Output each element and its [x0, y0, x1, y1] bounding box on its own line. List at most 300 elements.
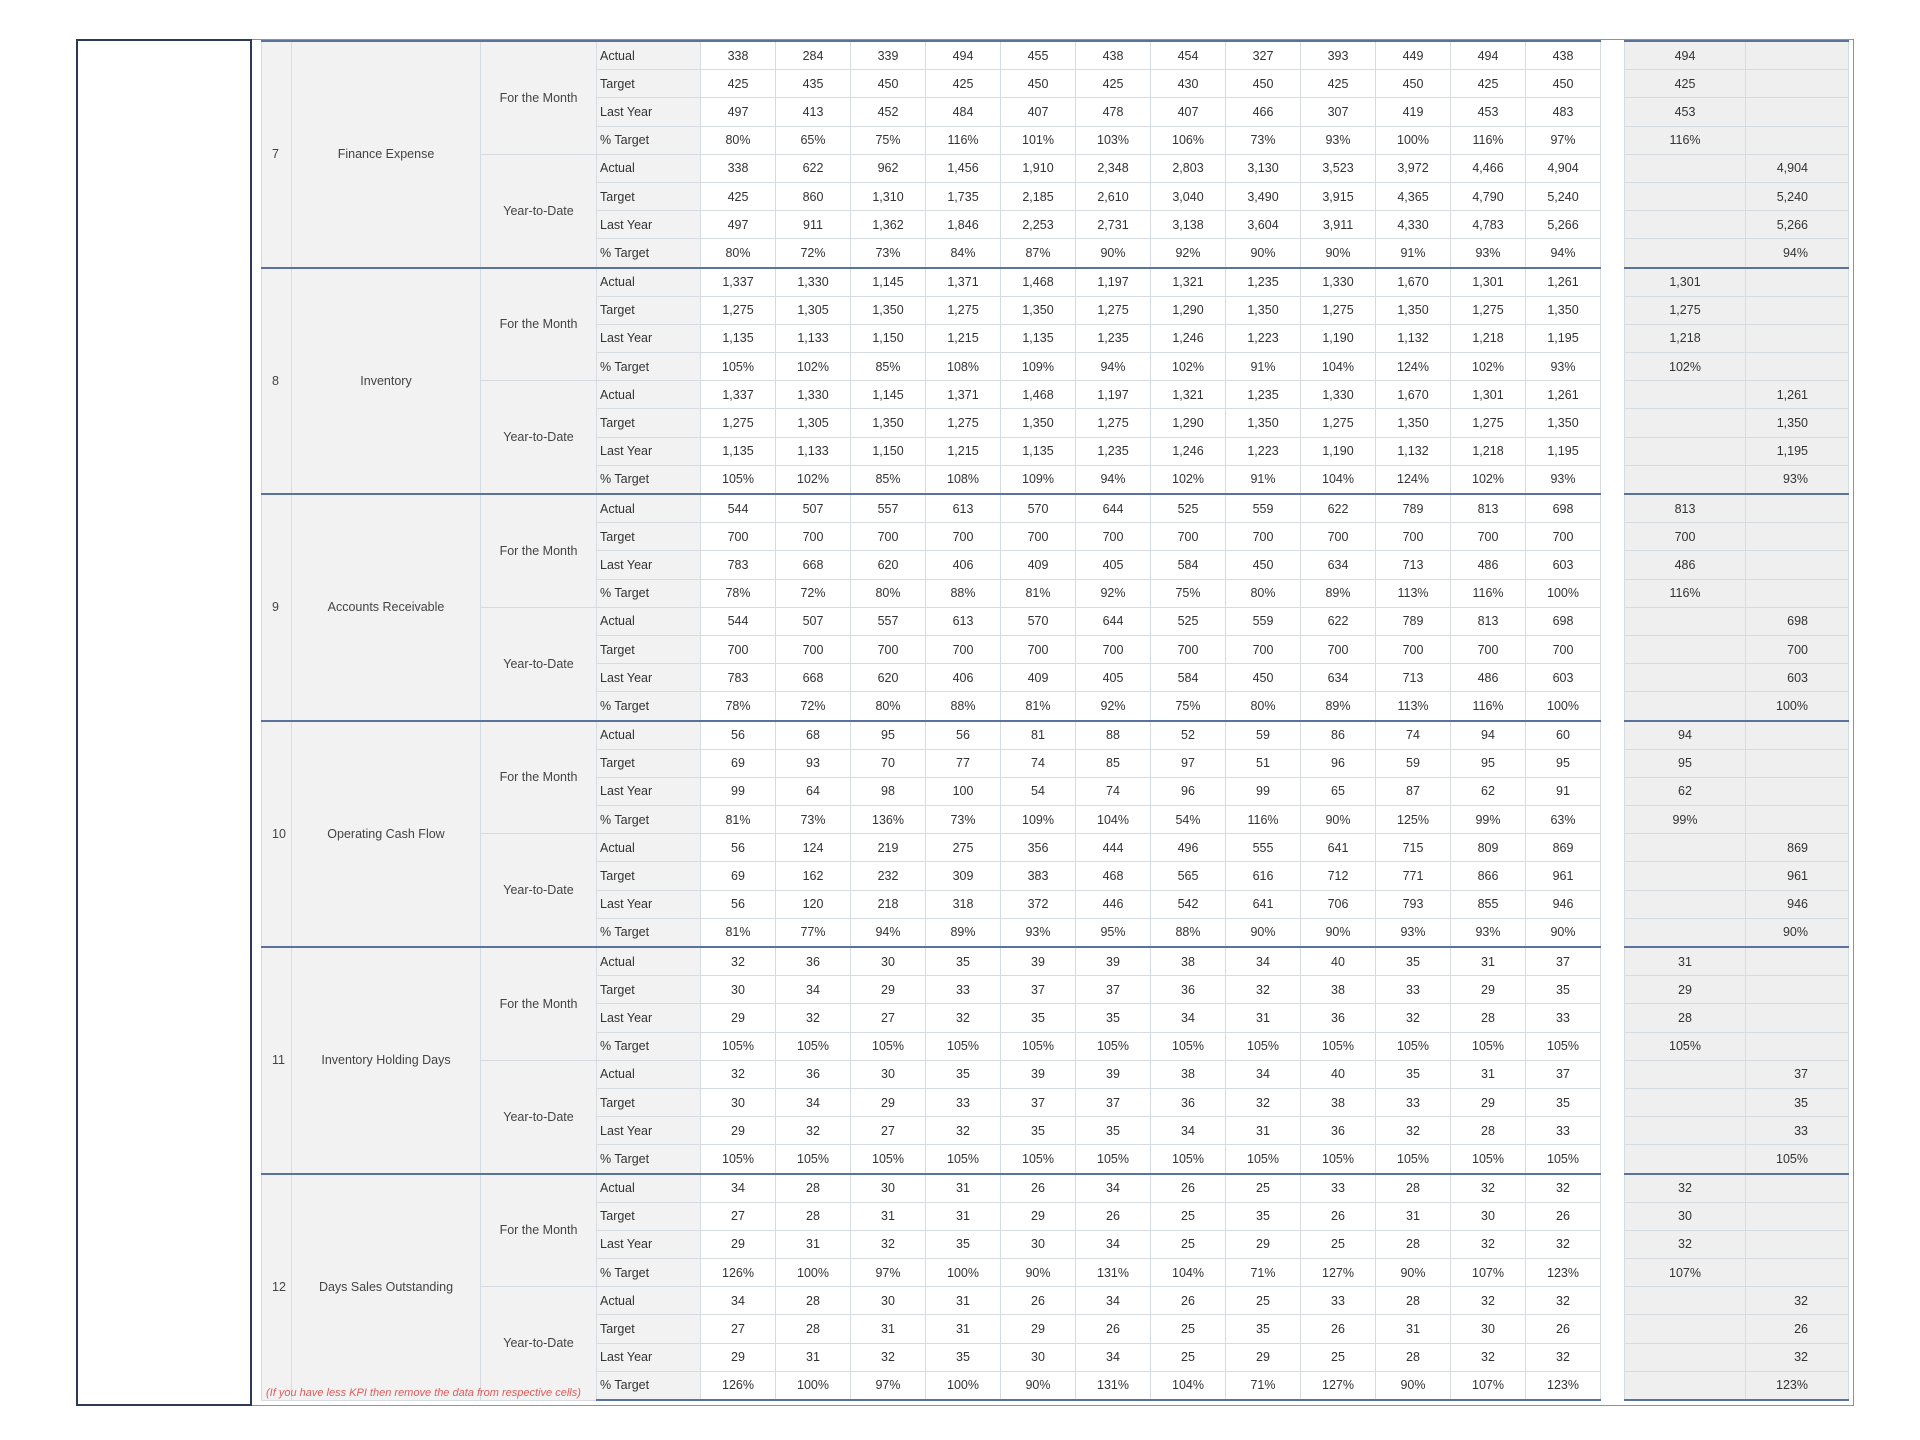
ytd-total-cell — [1746, 1174, 1849, 1203]
month-value-cell: 3,972 — [1376, 154, 1451, 182]
column-gap — [1601, 579, 1625, 607]
month-value-cell: 35 — [1526, 976, 1601, 1004]
month-value-cell: 32 — [1376, 1117, 1451, 1145]
month-value-cell: 37 — [1001, 976, 1076, 1004]
month-value-cell: 700 — [1151, 523, 1226, 551]
month-value-cell: 80% — [851, 579, 926, 607]
kpi-number: 7 — [262, 41, 292, 268]
month-value-cell: 34 — [1076, 1287, 1151, 1315]
month-value-cell: 2,803 — [1151, 154, 1226, 182]
month-value-cell: 26 — [1301, 1202, 1376, 1230]
month-value-cell: 54% — [1151, 806, 1226, 834]
month-value-cell: 783 — [701, 664, 776, 692]
month-value-cell: 307 — [1301, 98, 1376, 126]
month-value-cell: 700 — [926, 523, 1001, 551]
month-value-cell: 30 — [851, 1060, 926, 1088]
current-month-cell: 107% — [1625, 1259, 1746, 1287]
period-label: Year-to-Date — [481, 1287, 597, 1400]
month-value-cell: 80% — [701, 239, 776, 268]
month-value-cell: 85 — [1076, 749, 1151, 777]
ytd-total-cell: 105% — [1746, 1145, 1849, 1174]
month-value-cell: 33 — [1301, 1174, 1376, 1203]
month-value-cell: 700 — [701, 523, 776, 551]
month-value-cell: 5,266 — [1526, 211, 1601, 239]
month-value-cell: 90% — [1001, 1259, 1076, 1287]
month-value-cell: 409 — [1001, 551, 1076, 579]
month-value-cell: 1,301 — [1451, 381, 1526, 409]
month-value-cell: 1,133 — [776, 437, 851, 465]
month-value-cell: 1,350 — [1376, 409, 1451, 437]
month-value-cell: 30 — [1001, 1343, 1076, 1371]
month-value-cell: 1,275 — [926, 296, 1001, 324]
month-value-cell: 700 — [1001, 635, 1076, 663]
column-gap — [1601, 862, 1625, 890]
month-value-cell: 34 — [701, 1174, 776, 1203]
current-month-cell — [1625, 890, 1746, 918]
month-value-cell: 105% — [1001, 1032, 1076, 1060]
month-value-cell: 105% — [926, 1032, 1001, 1060]
month-value-cell: 35 — [1001, 1004, 1076, 1032]
month-value-cell: 26 — [1001, 1287, 1076, 1315]
current-month-cell — [1625, 1343, 1746, 1371]
month-value-cell: 31 — [1451, 947, 1526, 976]
month-value-cell: 26 — [1151, 1287, 1226, 1315]
month-value-cell: 1,321 — [1151, 268, 1226, 297]
month-value-cell: 616 — [1226, 862, 1301, 890]
month-value-cell: 94% — [1076, 353, 1151, 381]
month-value-cell: 104% — [1151, 1259, 1226, 1287]
month-value-cell: 860 — [776, 182, 851, 210]
month-value-cell: 1,223 — [1226, 437, 1301, 465]
month-value-cell: 100% — [926, 1371, 1001, 1400]
month-value-cell: 430 — [1151, 70, 1226, 98]
month-value-cell: 92% — [1076, 579, 1151, 607]
month-value-cell: 105% — [1451, 1032, 1526, 1060]
month-value-cell: 1,235 — [1076, 437, 1151, 465]
ytd-total-cell: 946 — [1746, 890, 1849, 918]
month-value-cell: 438 — [1526, 41, 1601, 70]
ytd-total-cell — [1746, 126, 1849, 154]
month-value-cell: 356 — [1001, 834, 1076, 862]
column-gap — [1601, 182, 1625, 210]
month-value-cell: 1,670 — [1376, 268, 1451, 297]
month-value-cell: 1,275 — [926, 409, 1001, 437]
month-value-cell: 97 — [1151, 749, 1226, 777]
month-value-cell: 65% — [776, 126, 851, 154]
month-value-cell: 406 — [926, 551, 1001, 579]
month-value-cell: 73% — [1226, 126, 1301, 154]
month-value-cell: 700 — [1301, 635, 1376, 663]
month-value-cell: 93% — [1301, 126, 1376, 154]
month-value-cell: 102% — [1151, 353, 1226, 381]
current-month-cell: 494 — [1625, 41, 1746, 70]
month-value-cell: 105% — [1526, 1032, 1601, 1060]
ytd-total-cell — [1746, 777, 1849, 805]
month-value-cell: 25 — [1226, 1287, 1301, 1315]
month-value-cell: 622 — [776, 154, 851, 182]
metric-label: Actual — [597, 494, 701, 523]
month-value-cell: 105% — [851, 1145, 926, 1174]
month-value-cell: 75% — [1151, 692, 1226, 721]
ytd-total-cell — [1746, 1202, 1849, 1230]
month-value-cell: 700 — [1376, 635, 1451, 663]
month-value-cell: 27 — [851, 1004, 926, 1032]
month-value-cell: 34 — [701, 1287, 776, 1315]
month-value-cell: 100% — [776, 1259, 851, 1287]
month-value-cell: 570 — [1001, 494, 1076, 523]
metric-label: % Target — [597, 918, 701, 947]
month-value-cell: 507 — [776, 494, 851, 523]
month-value-cell: 105% — [776, 1145, 851, 1174]
month-value-cell: 102% — [1451, 353, 1526, 381]
month-value-cell: 96 — [1301, 749, 1376, 777]
month-value-cell: 1,197 — [1076, 268, 1151, 297]
month-value-cell: 30 — [851, 1287, 926, 1315]
month-value-cell: 425 — [1451, 70, 1526, 98]
month-value-cell: 93% — [1376, 918, 1451, 947]
month-value-cell: 91% — [1226, 353, 1301, 381]
month-value-cell: 31 — [926, 1315, 1001, 1343]
month-value-cell: 1,290 — [1151, 296, 1226, 324]
month-value-cell: 1,132 — [1376, 324, 1451, 352]
month-value-cell: 219 — [851, 834, 926, 862]
month-value-cell: 126% — [701, 1259, 776, 1287]
month-value-cell: 105% — [1301, 1145, 1376, 1174]
column-gap — [1601, 1202, 1625, 1230]
current-month-cell: 813 — [1625, 494, 1746, 523]
column-gap — [1601, 381, 1625, 409]
month-value-cell: 60 — [1526, 721, 1601, 750]
month-value-cell: 634 — [1301, 551, 1376, 579]
kpi-number: 10 — [262, 721, 292, 948]
month-value-cell: 120 — [776, 890, 851, 918]
month-value-cell: 25 — [1301, 1230, 1376, 1258]
ytd-total-cell — [1746, 579, 1849, 607]
month-value-cell: 1,321 — [1151, 381, 1226, 409]
month-value-cell: 30 — [1451, 1202, 1526, 1230]
month-value-cell: 26 — [1076, 1202, 1151, 1230]
metric-label: Last Year — [597, 1004, 701, 1032]
month-value-cell: 1,195 — [1526, 324, 1601, 352]
month-value-cell: 74 — [1076, 777, 1151, 805]
month-value-cell: 700 — [1526, 523, 1601, 551]
metric-label: % Target — [597, 465, 701, 494]
month-value-cell: 74 — [1376, 721, 1451, 750]
month-value-cell: 1,350 — [851, 296, 926, 324]
month-value-cell: 95% — [1076, 918, 1151, 947]
month-value-cell: 84% — [926, 239, 1001, 268]
month-value-cell: 339 — [851, 41, 926, 70]
column-gap — [1601, 70, 1625, 98]
month-value-cell: 71% — [1226, 1371, 1301, 1400]
month-value-cell: 35 — [926, 1343, 1001, 1371]
ytd-total-cell: 4,904 — [1746, 154, 1849, 182]
month-value-cell: 25 — [1151, 1202, 1226, 1230]
ytd-total-cell — [1746, 806, 1849, 834]
ytd-total-cell: 869 — [1746, 834, 1849, 862]
month-value-cell: 232 — [851, 862, 926, 890]
column-gap — [1601, 296, 1625, 324]
month-value-cell: 698 — [1526, 494, 1601, 523]
kpi-name: Finance Expense — [292, 41, 481, 268]
month-value-cell: 26 — [1151, 1174, 1226, 1203]
month-value-cell: 507 — [776, 607, 851, 635]
ytd-total-cell: 123% — [1746, 1371, 1849, 1400]
column-gap — [1601, 437, 1625, 465]
month-value-cell: 450 — [1526, 70, 1601, 98]
column-gap — [1601, 976, 1625, 1004]
month-value-cell: 123% — [1526, 1259, 1601, 1287]
month-value-cell: 35 — [1226, 1202, 1301, 1230]
month-value-cell: 31 — [1376, 1202, 1451, 1230]
month-value-cell: 34 — [1076, 1174, 1151, 1203]
month-value-cell: 32 — [1451, 1174, 1526, 1203]
current-month-cell: 1,218 — [1625, 324, 1746, 352]
kpi-row — [262, 1174, 1849, 1203]
month-value-cell: 93% — [1451, 918, 1526, 947]
month-value-cell: 29 — [851, 976, 926, 1004]
month-value-cell: 2,731 — [1076, 211, 1151, 239]
month-value-cell: 446 — [1076, 890, 1151, 918]
month-value-cell: 72% — [776, 579, 851, 607]
month-value-cell: 65 — [1301, 777, 1376, 805]
month-value-cell: 450 — [1226, 70, 1301, 98]
month-value-cell: 1,218 — [1451, 324, 1526, 352]
month-value-cell: 30 — [1001, 1230, 1076, 1258]
month-value-cell: 1,350 — [1376, 296, 1451, 324]
month-value-cell: 36 — [1301, 1117, 1376, 1145]
month-value-cell: 113% — [1376, 579, 1451, 607]
month-value-cell: 318 — [926, 890, 1001, 918]
month-value-cell: 94% — [1526, 239, 1601, 268]
month-value-cell: 105% — [701, 1145, 776, 1174]
month-value-cell: 557 — [851, 607, 926, 635]
ytd-total-cell: 90% — [1746, 918, 1849, 947]
kpi-row — [262, 834, 1849, 862]
month-value-cell: 91 — [1526, 777, 1601, 805]
metric-label: Target — [597, 635, 701, 663]
metric-label: Actual — [597, 268, 701, 297]
month-value-cell: 407 — [1151, 98, 1226, 126]
month-value-cell: 855 — [1451, 890, 1526, 918]
month-value-cell: 39 — [1001, 947, 1076, 976]
month-value-cell: 33 — [926, 976, 1001, 1004]
month-value-cell: 644 — [1076, 494, 1151, 523]
month-value-cell: 700 — [1526, 635, 1601, 663]
month-value-cell: 1,275 — [1301, 409, 1376, 437]
month-value-cell: 27 — [701, 1202, 776, 1230]
current-month-cell — [1625, 437, 1746, 465]
month-value-cell: 25 — [1151, 1343, 1226, 1371]
month-value-cell: 497 — [701, 211, 776, 239]
month-value-cell: 52 — [1151, 721, 1226, 750]
month-value-cell: 1,350 — [1226, 296, 1301, 324]
month-value-cell: 32 — [1526, 1174, 1601, 1203]
month-value-cell: 116% — [1451, 692, 1526, 721]
month-value-cell: 2,348 — [1076, 154, 1151, 182]
current-month-cell — [1625, 1060, 1746, 1088]
month-value-cell: 1,735 — [926, 182, 1001, 210]
month-value-cell: 26 — [1076, 1315, 1151, 1343]
month-value-cell: 38 — [1301, 976, 1376, 1004]
month-value-cell: 124% — [1376, 465, 1451, 494]
month-value-cell: 105% — [1451, 1145, 1526, 1174]
month-value-cell: 105% — [701, 353, 776, 381]
month-value-cell: 38 — [1151, 947, 1226, 976]
month-value-cell: 542 — [1151, 890, 1226, 918]
month-value-cell: 4,330 — [1376, 211, 1451, 239]
month-value-cell: 32 — [1526, 1343, 1601, 1371]
month-value-cell: 468 — [1076, 862, 1151, 890]
month-value-cell: 94 — [1451, 721, 1526, 750]
month-value-cell: 85% — [851, 465, 926, 494]
month-value-cell: 450 — [1376, 70, 1451, 98]
month-value-cell: 372 — [1001, 890, 1076, 918]
month-value-cell: 28 — [776, 1202, 851, 1230]
ytd-total-cell — [1746, 1004, 1849, 1032]
month-value-cell: 69 — [701, 749, 776, 777]
month-value-cell: 33 — [926, 1088, 1001, 1116]
month-value-cell: 29 — [701, 1117, 776, 1145]
month-value-cell: 32 — [776, 1004, 851, 1032]
month-value-cell: 425 — [926, 70, 1001, 98]
month-value-cell: 35 — [1076, 1004, 1151, 1032]
column-gap — [1601, 211, 1625, 239]
month-value-cell: 89% — [1301, 692, 1376, 721]
month-value-cell: 32 — [851, 1343, 926, 1371]
month-value-cell: 113% — [1376, 692, 1451, 721]
period-label: Year-to-Date — [481, 607, 597, 720]
month-value-cell: 90% — [1076, 239, 1151, 268]
month-value-cell: 700 — [1076, 635, 1151, 663]
month-value-cell: 444 — [1076, 834, 1151, 862]
month-value-cell: 1,133 — [776, 324, 851, 352]
month-value-cell: 713 — [1376, 664, 1451, 692]
month-value-cell: 93% — [1451, 239, 1526, 268]
month-value-cell: 641 — [1226, 890, 1301, 918]
metric-label: Target — [597, 1088, 701, 1116]
month-value-cell: 95 — [851, 721, 926, 750]
month-value-cell: 419 — [1376, 98, 1451, 126]
current-month-cell: 1,275 — [1625, 296, 1746, 324]
month-value-cell: 34 — [776, 976, 851, 1004]
column-gap — [1601, 890, 1625, 918]
month-value-cell: 109% — [1001, 465, 1076, 494]
month-value-cell: 484 — [926, 98, 1001, 126]
ytd-total-cell: 37 — [1746, 1060, 1849, 1088]
column-gap — [1601, 523, 1625, 551]
ytd-total-cell: 100% — [1746, 692, 1849, 721]
month-value-cell: 30 — [701, 976, 776, 1004]
kpi-name: Days Sales Outstanding — [292, 1174, 481, 1401]
month-value-cell: 789 — [1376, 494, 1451, 523]
month-value-cell: 33 — [1376, 1088, 1451, 1116]
current-month-cell — [1625, 154, 1746, 182]
ytd-total-cell — [1746, 1032, 1849, 1060]
month-value-cell: 86 — [1301, 721, 1376, 750]
month-value-cell: 126% — [701, 1371, 776, 1400]
month-value-cell: 85% — [851, 353, 926, 381]
month-value-cell: 32 — [1376, 1004, 1451, 1032]
kpi-row — [262, 41, 1849, 70]
month-value-cell: 35 — [926, 947, 1001, 976]
month-value-cell: 70 — [851, 749, 926, 777]
column-gap — [1601, 41, 1625, 70]
kpi-row — [262, 607, 1849, 635]
kpi-name: Inventory — [292, 268, 481, 495]
month-value-cell: 1,197 — [1076, 381, 1151, 409]
month-value-cell: 866 — [1451, 862, 1526, 890]
month-value-cell: 90% — [1226, 918, 1301, 947]
month-value-cell: 131% — [1076, 1371, 1151, 1400]
month-value-cell: 3,915 — [1301, 182, 1376, 210]
month-value-cell: 634 — [1301, 664, 1376, 692]
month-value-cell: 4,783 — [1451, 211, 1526, 239]
month-value-cell: 88% — [926, 692, 1001, 721]
month-value-cell: 406 — [926, 664, 1001, 692]
month-value-cell: 105% — [1076, 1032, 1151, 1060]
month-value-cell: 450 — [1001, 70, 1076, 98]
month-value-cell: 700 — [1226, 635, 1301, 663]
metric-label: Target — [597, 749, 701, 777]
current-month-cell — [1625, 465, 1746, 494]
month-value-cell: 1,275 — [1451, 409, 1526, 437]
month-value-cell: 37 — [1526, 947, 1601, 976]
current-month-cell: 94 — [1625, 721, 1746, 750]
month-value-cell: 1,135 — [701, 437, 776, 465]
month-value-cell: 104% — [1151, 1371, 1226, 1400]
month-value-cell: 106% — [1151, 126, 1226, 154]
month-value-cell: 425 — [701, 182, 776, 210]
month-value-cell: 1,670 — [1376, 381, 1451, 409]
month-value-cell: 93% — [1526, 465, 1601, 494]
ytd-total-cell — [1746, 551, 1849, 579]
month-value-cell: 36 — [1301, 1004, 1376, 1032]
month-value-cell: 1,246 — [1151, 324, 1226, 352]
month-value-cell: 105% — [926, 1145, 1001, 1174]
month-value-cell: 3,604 — [1226, 211, 1301, 239]
month-value-cell: 565 — [1151, 862, 1226, 890]
column-gap — [1601, 806, 1625, 834]
month-value-cell: 56 — [701, 890, 776, 918]
month-value-cell: 26 — [1301, 1315, 1376, 1343]
kpi-row — [262, 494, 1849, 523]
metric-label: Actual — [597, 154, 701, 182]
month-value-cell: 28 — [776, 1315, 851, 1343]
month-value-cell: 1,275 — [1451, 296, 1526, 324]
metric-label: Target — [597, 1202, 701, 1230]
metric-label: % Target — [597, 692, 701, 721]
ytd-total-cell — [1746, 268, 1849, 297]
current-month-cell — [1625, 1287, 1746, 1315]
month-value-cell: 1,235 — [1076, 324, 1151, 352]
column-gap — [1601, 324, 1625, 352]
current-month-cell — [1625, 607, 1746, 635]
current-month-cell: 102% — [1625, 353, 1746, 381]
current-month-cell: 486 — [1625, 551, 1746, 579]
metric-label: Last Year — [597, 664, 701, 692]
month-value-cell: 29 — [701, 1004, 776, 1032]
month-value-cell: 104% — [1301, 353, 1376, 381]
month-value-cell: 99 — [1226, 777, 1301, 805]
month-value-cell: 105% — [701, 465, 776, 494]
month-value-cell: 309 — [926, 862, 1001, 890]
month-value-cell: 32 — [926, 1004, 1001, 1032]
month-value-cell: 77% — [776, 918, 851, 947]
month-value-cell: 36 — [776, 1060, 851, 1088]
month-value-cell: 700 — [1226, 523, 1301, 551]
month-value-cell: 1,215 — [926, 324, 1001, 352]
